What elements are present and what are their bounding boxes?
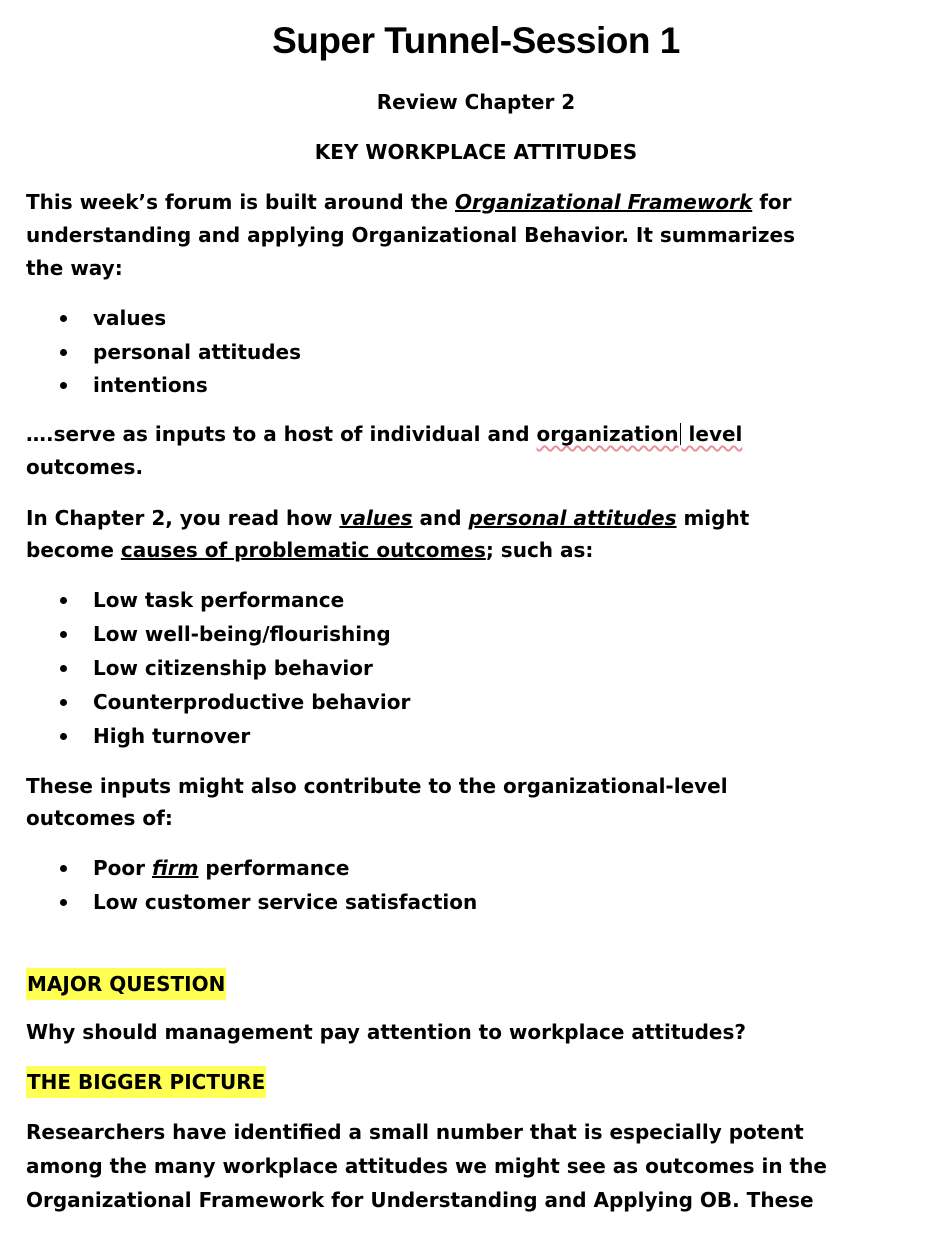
bullet-icon xyxy=(60,733,67,740)
bullet-icon xyxy=(60,349,67,356)
chapter2-paragraph xyxy=(26,502,906,567)
bigger-picture-line-2: among the many workplace attitudes we might see as outcomes in the xyxy=(26,1154,827,1178)
list-item-text: Low citizenship behavior xyxy=(93,656,373,680)
list-item-text: High turnover xyxy=(93,724,251,748)
list-item-text: Counterproductive behavior xyxy=(93,690,411,714)
org-level-paragraph xyxy=(26,770,906,835)
bullet-icon xyxy=(60,899,67,906)
bigger-picture-paragraph xyxy=(26,1116,906,1217)
list-item xyxy=(26,651,906,685)
list-item xyxy=(26,851,906,885)
org-level-line-2: outcomes of: xyxy=(26,806,173,830)
org-level-line-1: These inputs might also contribute to the organizational-level xyxy=(26,774,728,798)
bullet-icon xyxy=(60,315,67,322)
chapter2-line-1 xyxy=(26,502,906,534)
intro-line-1 xyxy=(26,186,906,219)
chapter2-line2-suffix: ; such as: xyxy=(485,538,594,562)
misspelled-phrase[interactable] xyxy=(537,422,743,446)
subtitle-review-chapter: Review Chapter 2 xyxy=(376,90,576,114)
document-title: Super Tunnel-Session 1 xyxy=(272,20,680,61)
bullet-icon xyxy=(60,631,67,638)
bullet-icon xyxy=(60,665,67,672)
bullet-icon xyxy=(60,597,67,604)
serve-prefix: ….serve as inputs to a host of individual and xyxy=(26,422,537,446)
list-item-text: performance xyxy=(198,856,350,880)
serve-line-1 xyxy=(26,418,906,451)
list-item xyxy=(26,335,906,368)
list-item-text: Low task performance xyxy=(93,588,345,612)
major-question-heading: MAJOR QUESTION xyxy=(26,968,226,1000)
list-item xyxy=(26,301,906,335)
bigger-picture-line-1: Researchers have identified a small number that is especially potent xyxy=(26,1120,804,1144)
list-item-text: personal attitudes xyxy=(93,340,301,364)
major-question-text xyxy=(26,1016,906,1049)
bigger-picture-heading: THE BIGGER PICTURE xyxy=(26,1066,266,1098)
list-item-text: Low well-being/flourishing xyxy=(93,622,391,646)
serve-line-2: outcomes. xyxy=(26,455,144,479)
list-item-text: intentions xyxy=(93,373,208,397)
intro-suffix: for xyxy=(752,190,792,214)
causes-underlined: causes of problematic outcomes xyxy=(120,538,486,562)
level-word: level xyxy=(681,422,743,446)
bigger-picture-line-3: Organizational Framework for Understanding and Applying OB. These xyxy=(26,1188,814,1212)
major-question-line: Why should management pay attention to workplace attitudes? xyxy=(26,1020,746,1044)
org-outcomes-list xyxy=(26,851,906,919)
list-item-text: Low customer service satisfaction xyxy=(93,890,478,914)
list-item xyxy=(26,685,906,719)
chapter2-line-2 xyxy=(26,534,906,567)
intro-line-3: the way: xyxy=(26,256,123,280)
bullet-icon xyxy=(60,699,67,706)
chapter2-and: and xyxy=(412,506,469,530)
list-item xyxy=(26,719,906,753)
list-item xyxy=(26,368,906,401)
intro-prefix: This week’s forum is built around the xyxy=(26,190,456,214)
bullet-icon xyxy=(60,382,67,389)
list-item-text: Poor xyxy=(93,856,152,880)
firm-emphasis: firm xyxy=(151,856,199,880)
organizational-framework-link: Organizational Framework xyxy=(455,190,753,214)
text-cursor xyxy=(680,423,681,445)
outcomes-list xyxy=(26,583,906,753)
subtitle-key-attitudes: KEY WORKPLACE ATTITUDES xyxy=(314,140,638,164)
list-item xyxy=(26,885,906,919)
intro-line-2: understanding and applying Organizational Behavior. It summarizes xyxy=(26,223,795,247)
chapter2-line2-prefix: become xyxy=(26,538,121,562)
bullet-icon xyxy=(60,865,67,872)
list-item xyxy=(26,617,906,651)
list-item xyxy=(26,583,906,617)
personal-attitudes-emphasis: personal attitudes xyxy=(468,506,677,530)
chapter2-suffix: might xyxy=(676,506,750,530)
list-item-text: values xyxy=(93,306,167,330)
organization-word: organization xyxy=(536,422,679,446)
inputs-list xyxy=(26,301,906,401)
chapter2-prefix: In Chapter 2, you read how xyxy=(26,506,340,530)
serve-paragraph xyxy=(26,418,906,484)
values-emphasis: values xyxy=(339,506,413,530)
intro-paragraph xyxy=(26,186,906,285)
